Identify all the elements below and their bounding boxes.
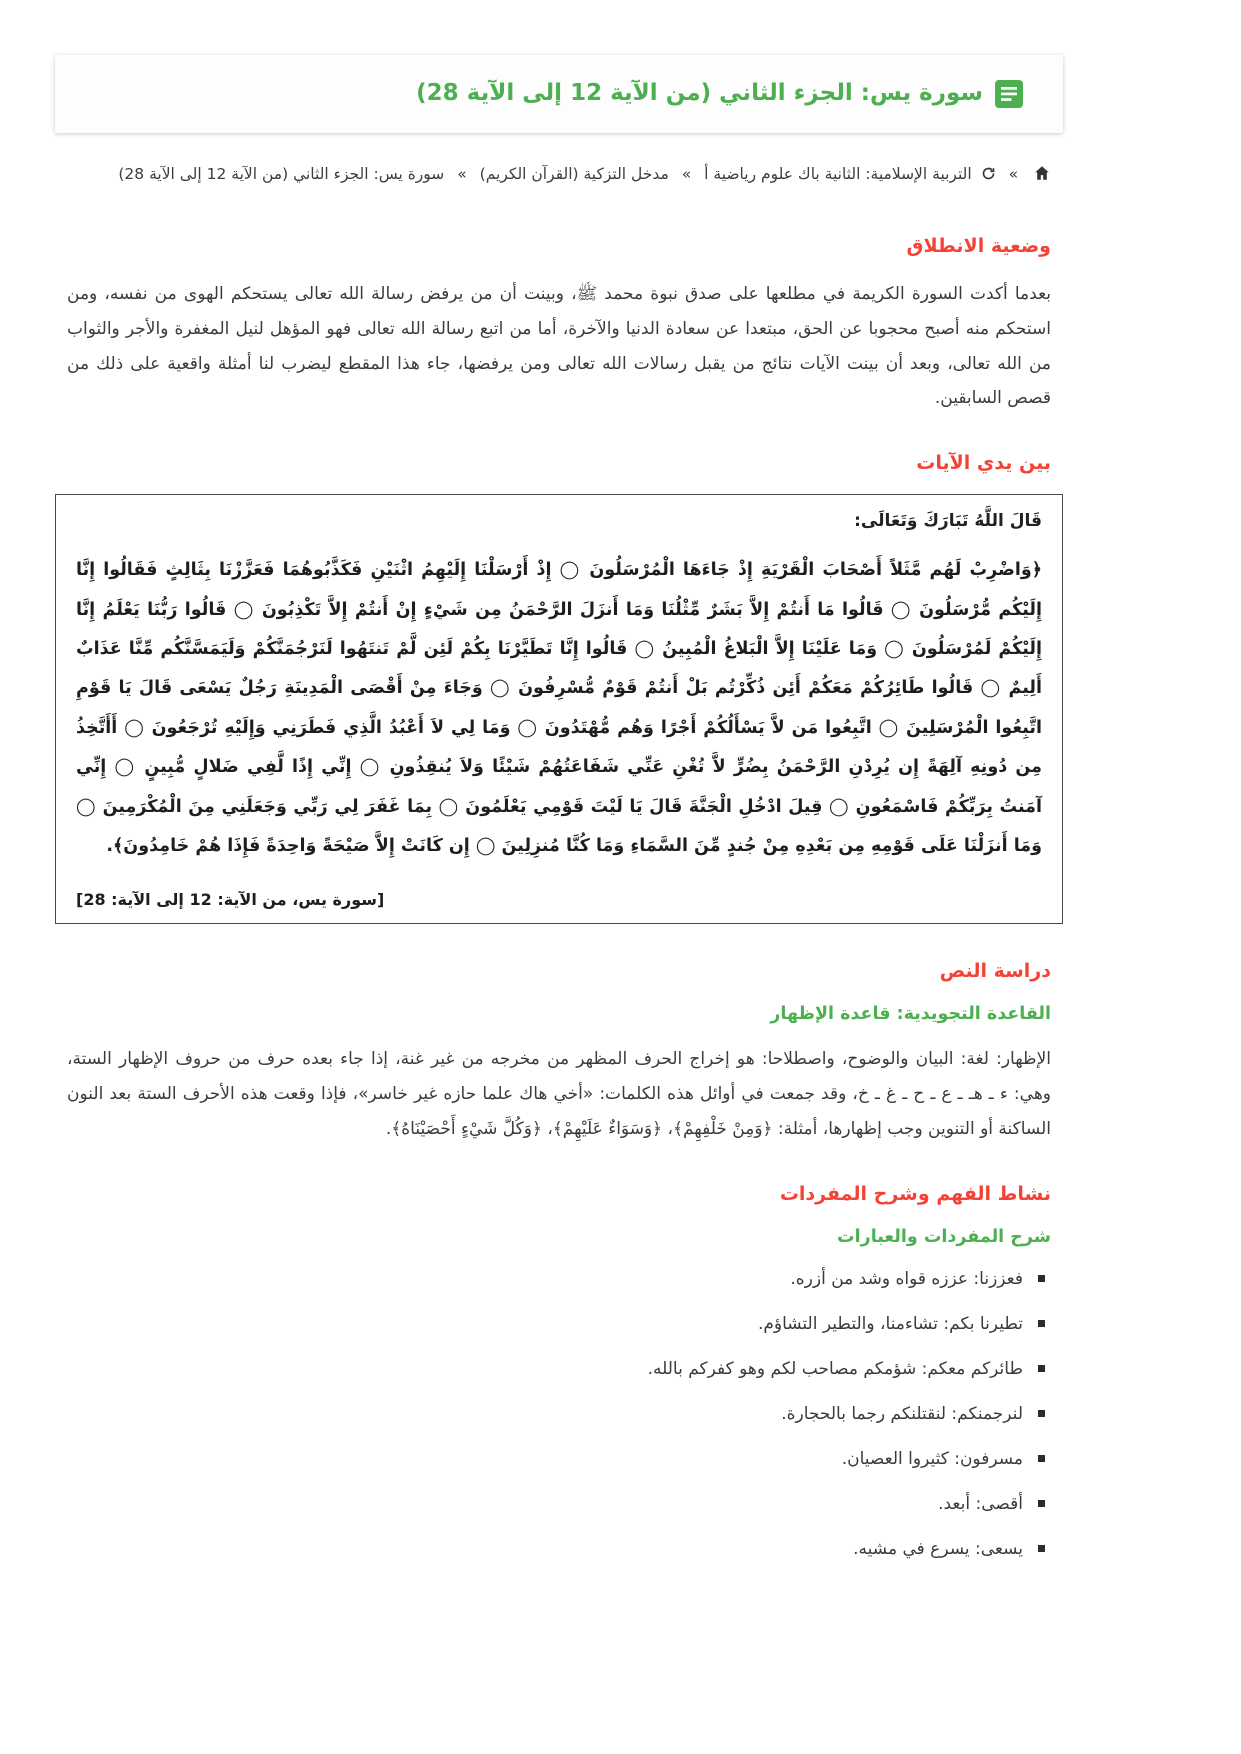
vocab-item: طائركم معكم: شؤمكم مصاحب لكم وهو كفركم بالله. — [71, 1355, 1047, 1383]
breadcrumb-item-subject[interactable]: التربية الإسلامية: الثانية باك علوم رياضية أ — [704, 164, 972, 183]
quran-box — [55, 494, 1063, 924]
tajwid-paragraph: الإظهار: لغة: البيان والوضوح، واصطلاحا: هو إخراج الحرف المظهر من مخرجه من غير غنة، إذا جاء بعده حرف من حروف الإظهار الستة، وهي: ء ـ هـ ـ ع ـ ح ـ غ ـ خ، وقد جمعت في أوائل هذه الكلمات: «أخي هاك علما حازه غير خاسر»، فإذا وقعت هذه الأحرف الستة بعد النون الساكنة أو التنوين وجب إظهارها، أمثلة: ﴿وَمِنْ خَلْفِهِمْ﴾، ﴿وَسَوَاءٌ عَلَيْهِمْ﴾، ﴿وَكُلَّ شَيْءٍ أَحْصَيْنَاهُ﴾. — [67, 1049, 1051, 1139]
heading-intro: وضعية الانطلاق — [906, 234, 1051, 257]
quran-intro-line: قَالَ اللَّهُ تَبَارَكَ وَتَعَالَى: — [854, 511, 1042, 532]
vocab-item: فعززنا: عززه قواه وشد من أزره. — [71, 1265, 1047, 1293]
vocab-item: تطيرنا بكم: تشاءمنا، والتطير التشاؤم. — [71, 1310, 1047, 1338]
sync-icon — [981, 161, 996, 192]
lesson-content — [55, 235, 1063, 1563]
breadcrumb — [55, 159, 1063, 193]
vocab-item: مسرفون: كثيروا العصيان. — [71, 1445, 1047, 1473]
heading-vocab: نشاط الفهم وشرح المفردات — [779, 1182, 1051, 1205]
page-title — [95, 79, 1023, 109]
breadcrumb-separator: » — [457, 164, 467, 183]
vocab-item: أقصى: أبعد. — [71, 1490, 1047, 1518]
vocab-list — [55, 1265, 1063, 1563]
quran-verses: ﴿وَاضْرِبْ لَهُم مَّثَلاً أَصْحَابَ الْقَرْيَةِ إِذْ جَاءَهَا الْمُرْسَلُونَ ◯ إِذْ أَرْسَلْنَا إِلَيْهِمُ اثْنَيْنِ فَكَذَّبُوهُمَا فَعَزَّزْنَا بِثَالِثٍ فَقَالُوا إِنَّا إِلَيْكُم مُّرْسَلُونَ ◯ قَالُوا مَا أَنتُمْ إِلاَّ بَشَرٌ مِّثْلُنَا وَمَا أَنزَلَ الرَّحْمَنُ مِن شَيْءٍ إِنْ أَنتُمْ إِلاَّ تَكْذِبُونَ ◯ قَالُوا رَبُّنَا يَعْلَمُ إِنَّا إِلَيْكُمْ لَمُرْسَلُونَ ◯ وَمَا عَلَيْنَا إِلاَّ الْبَلاغُ الْمُبِينُ ◯ قَالُوا إِنَّا تَطَيَّرْنَا بِكُمْ لَئِن لَّمْ تَنتَهُوا لَنَرْجُمَنَّكُمْ وَلَيَمَسَّنَّكُم مِّنَّا عَذَابٌ أَلِيمٌ ◯ قَالُوا طَائِرُكُمْ مَعَكُمْ أَئِن ذُكِّرْتُم بَلْ أَنتُمْ قَوْمٌ مُّسْرِفُونَ ◯ وَجَاءَ مِنْ أَقْصَى الْمَدِينَةِ رَجُلٌ يَسْعَى قَالَ يَا قَوْمِ اتَّبِعُوا الْمُرْسَلِينَ ◯ اتَّبِعُوا مَن لاَّ يَسْأَلُكُمْ أَجْرًا وَهُم مُّهْتَدُونَ ◯ وَمَا لِي لاَ أَعْبُدُ الَّذِي فَطَرَنِي وَإِلَيْهِ تُرْجَعُونَ ◯ أَأَتَّخِذُ مِن دُونِهِ آلِهَةً إِن يُرِدْنِ الرَّحْمَنُ بِضُرٍّ لاَّ تُغْنِ عَنِّي شَفَاعَتُهُمْ شَيْئًا وَلاَ يُنقِذُونِ ◯ إِنِّي إِذًا لَّفِي ضَلالٍ مُّبِينٍ ◯ إِنِّي آمَنتُ بِرَبِّكُمْ فَاسْمَعُونِ ◯ قِيلَ ادْخُلِ الْجَنَّةَ قَالَ يَا لَيْتَ قَوْمِي يَعْلَمُونَ ◯ بِمَا غَفَرَ لِي رَبِّي وَجَعَلَنِي مِنَ الْمُكْرَمِينَ ◯ وَمَا أَنزَلْنَا عَلَى قَوْمِهِ مِن بَعْدِهِ مِنْ جُندٍ مِّنَ السَّمَاءِ وَمَا كُنَّا مُنزِلِينَ ◯ إِن كَانَتْ إِلاَّ صَيْحَةً وَاحِدَةً فَإِذَا هُمْ خَامِدُونَ﴾. — [76, 560, 1042, 856]
page-header — [55, 55, 1063, 133]
intro-paragraph: بعدما أكدت السورة الكريمة في مطلعها على صدق نبوة محمد ﷺ، وبينت أن من يرفض رسالة الله تعالى يستحكم الهوى من نفسه، ومن استحكم منه أصبح محجوبا عن الحق، مبتعدا عن سعادة الدنيا والآخرة، أما من اتبع رسالة الله تعالى فهو المؤهل لنيل المغفرة والأجر والثواب من الله تعالى، وبعد أن بينت الآيات نتائج من يقبل رسالات الله تعالى ومن يرفضها، جاء هذا المقطع ليضرب لنا أمثلة واقعية على ذلك من قصص السابقين. — [67, 283, 1051, 409]
subheading-tajwid-rule: القاعدة التجويدية: قاعدة الإظهار — [770, 1004, 1051, 1025]
breadcrumb-separator: » — [1008, 164, 1019, 183]
breadcrumb-current: سورة يس: الجزء الثاني (من الآية 12 إلى الآية 28) — [118, 164, 445, 183]
quran-source-reference: [سورة يس، من الآية: 12 إلى الآية: 28] — [76, 890, 385, 910]
heading-verses: بين يدي الآيات — [916, 452, 1051, 475]
page-container — [55, 0, 1063, 1640]
breadcrumb-separator: » — [681, 164, 692, 183]
page-title-text: سورة يس: الجزء الثاني (من الآية 12 إلى الآية 28) — [416, 80, 983, 106]
vocab-item: يسعى: يسرع في مشيه. — [71, 1535, 1047, 1563]
heading-study: دراسة النص — [939, 960, 1051, 983]
breadcrumb-item-unit[interactable]: مدخل التزكية (القرآن الكريم) — [479, 164, 669, 183]
home-icon[interactable] — [1033, 162, 1051, 193]
document-list-icon — [995, 80, 1023, 108]
vocab-item: لنرجمنكم: لنقتلنكم رجما بالحجارة. — [71, 1400, 1047, 1428]
subheading-vocab: شرح المفردات والعبارات — [837, 1226, 1051, 1247]
